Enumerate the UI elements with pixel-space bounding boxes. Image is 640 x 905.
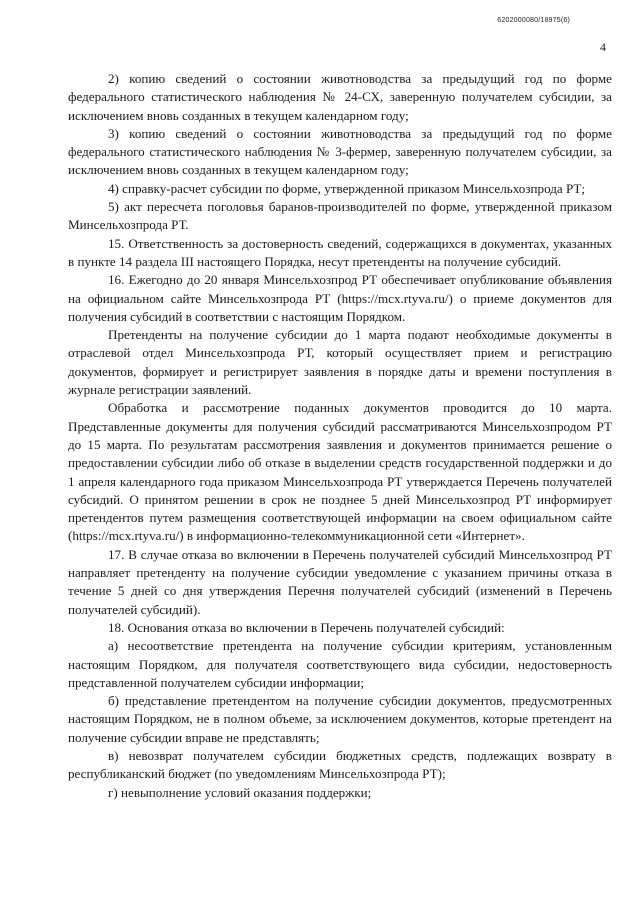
paragraph: 3) копию сведений о состоянии животноводства за предыдущий год по форме федерального статистического наблюдения № 3-фермер, заверенную получателем субсидии, за исключением вновь созданных в текущем календарном году;: [68, 125, 612, 178]
paragraph: Обработка и рассмотрение поданных документов проводится до 10 марта. Представленные документы для получения субсидий рассматриваются Минсельхозпродом РТ до 15 марта. По результатам рассмотрения заявления и документов принимается решение о предоставлении субсидии либо об отказе в выделении средств государственной поддержки и до 1 апреля календарного года приказом Минсельхозпрода РТ утверждается Перечень получателей субсидий. О принятом решении в срок не позднее 5 дней Минсельхозпрод РТ информирует претендентов путем размещения соответствующей информации на своем официальном сайте (https://mcx.rtyva.ru/) в информационно-телекоммуникационной сети «Интернет».: [68, 400, 612, 544]
paragraph: а) несоответствие претендента на получение субсидии критериям, установленным настоящим Порядком, для получателя соответствующего вида субсидии, недостоверность представленной получателем субсидии информации;: [68, 638, 612, 690]
paragraph: 15. Ответственность за достоверность сведений, содержащихся в документах, указанных в пункте 14 раздела III настоящего Порядка, несут претенденты на получение субсидий.: [68, 235, 612, 269]
page-number: 4: [600, 40, 606, 54]
paragraph: 4) справку-расчет субсидии по форме, утвержденной приказом Минсельхозпрода РТ;: [108, 180, 586, 196]
paragraph: 18. Основания отказа во включении в Перечень получателей субсидий:: [108, 619, 505, 635]
document-body: [68, 70, 612, 802]
paragraph: 16. Ежегодно до 20 января Минсельхозпрод РТ обеспечивает опубликование объявления на официальном сайте Минсельхозпрода РТ (https://mcx.rtyva.ru/) о приеме документов для получения субсидий в соответствии с настоящим Порядком.: [68, 272, 612, 324]
paragraph: в) невозврат получателем субсидии бюджетных средств, подлежащих возврату в республиканский бюджет (по уведомлениям Минсельхозпрода РТ);: [68, 747, 612, 782]
paragraph: г) невыполнение условий оказания поддержки;: [108, 784, 372, 800]
paragraph: 2) копию сведений о состоянии животноводства за предыдущий год по форме федерального статистического наблюдения № 24-СХ, заверенную получателем субсидии, за исключением вновь созданных в текущем календарном году;: [68, 71, 612, 123]
paragraph: 5) акт пересчета поголовья баранов-производителей по форме, утвержденной приказом Минсельхозпрода РТ.: [68, 199, 612, 233]
paragraph: Претенденты на получение субсидии до 1 марта подают необходимые документы в отраслевой отдел Минсельхозпрода РТ, который осуществляет прием и регистрацию документов, формирует и регистрирует заявления в порядке даты и времени поступления в журнале регистрации заявлений.: [68, 327, 612, 398]
paragraph: б) представление претендентом на получение субсидии документов, предусмотренных настоящим Порядком, не в полном объеме, за исключением документов, которые претендент на получение субсидии вправе не представлять;: [68, 693, 612, 745]
paragraph: 17. В случае отказа во включении в Перечень получателей субсидий Минсельхозпрод РТ направляет претенденту на получение субсидии уведомление с указанием причины отказа в течение 5 дней со дня утверждения Перечня получателей субсидий (изменений в Перечень получателей субсидий).: [68, 546, 612, 617]
document-id: 6202000080/18975(6): [497, 17, 570, 24]
